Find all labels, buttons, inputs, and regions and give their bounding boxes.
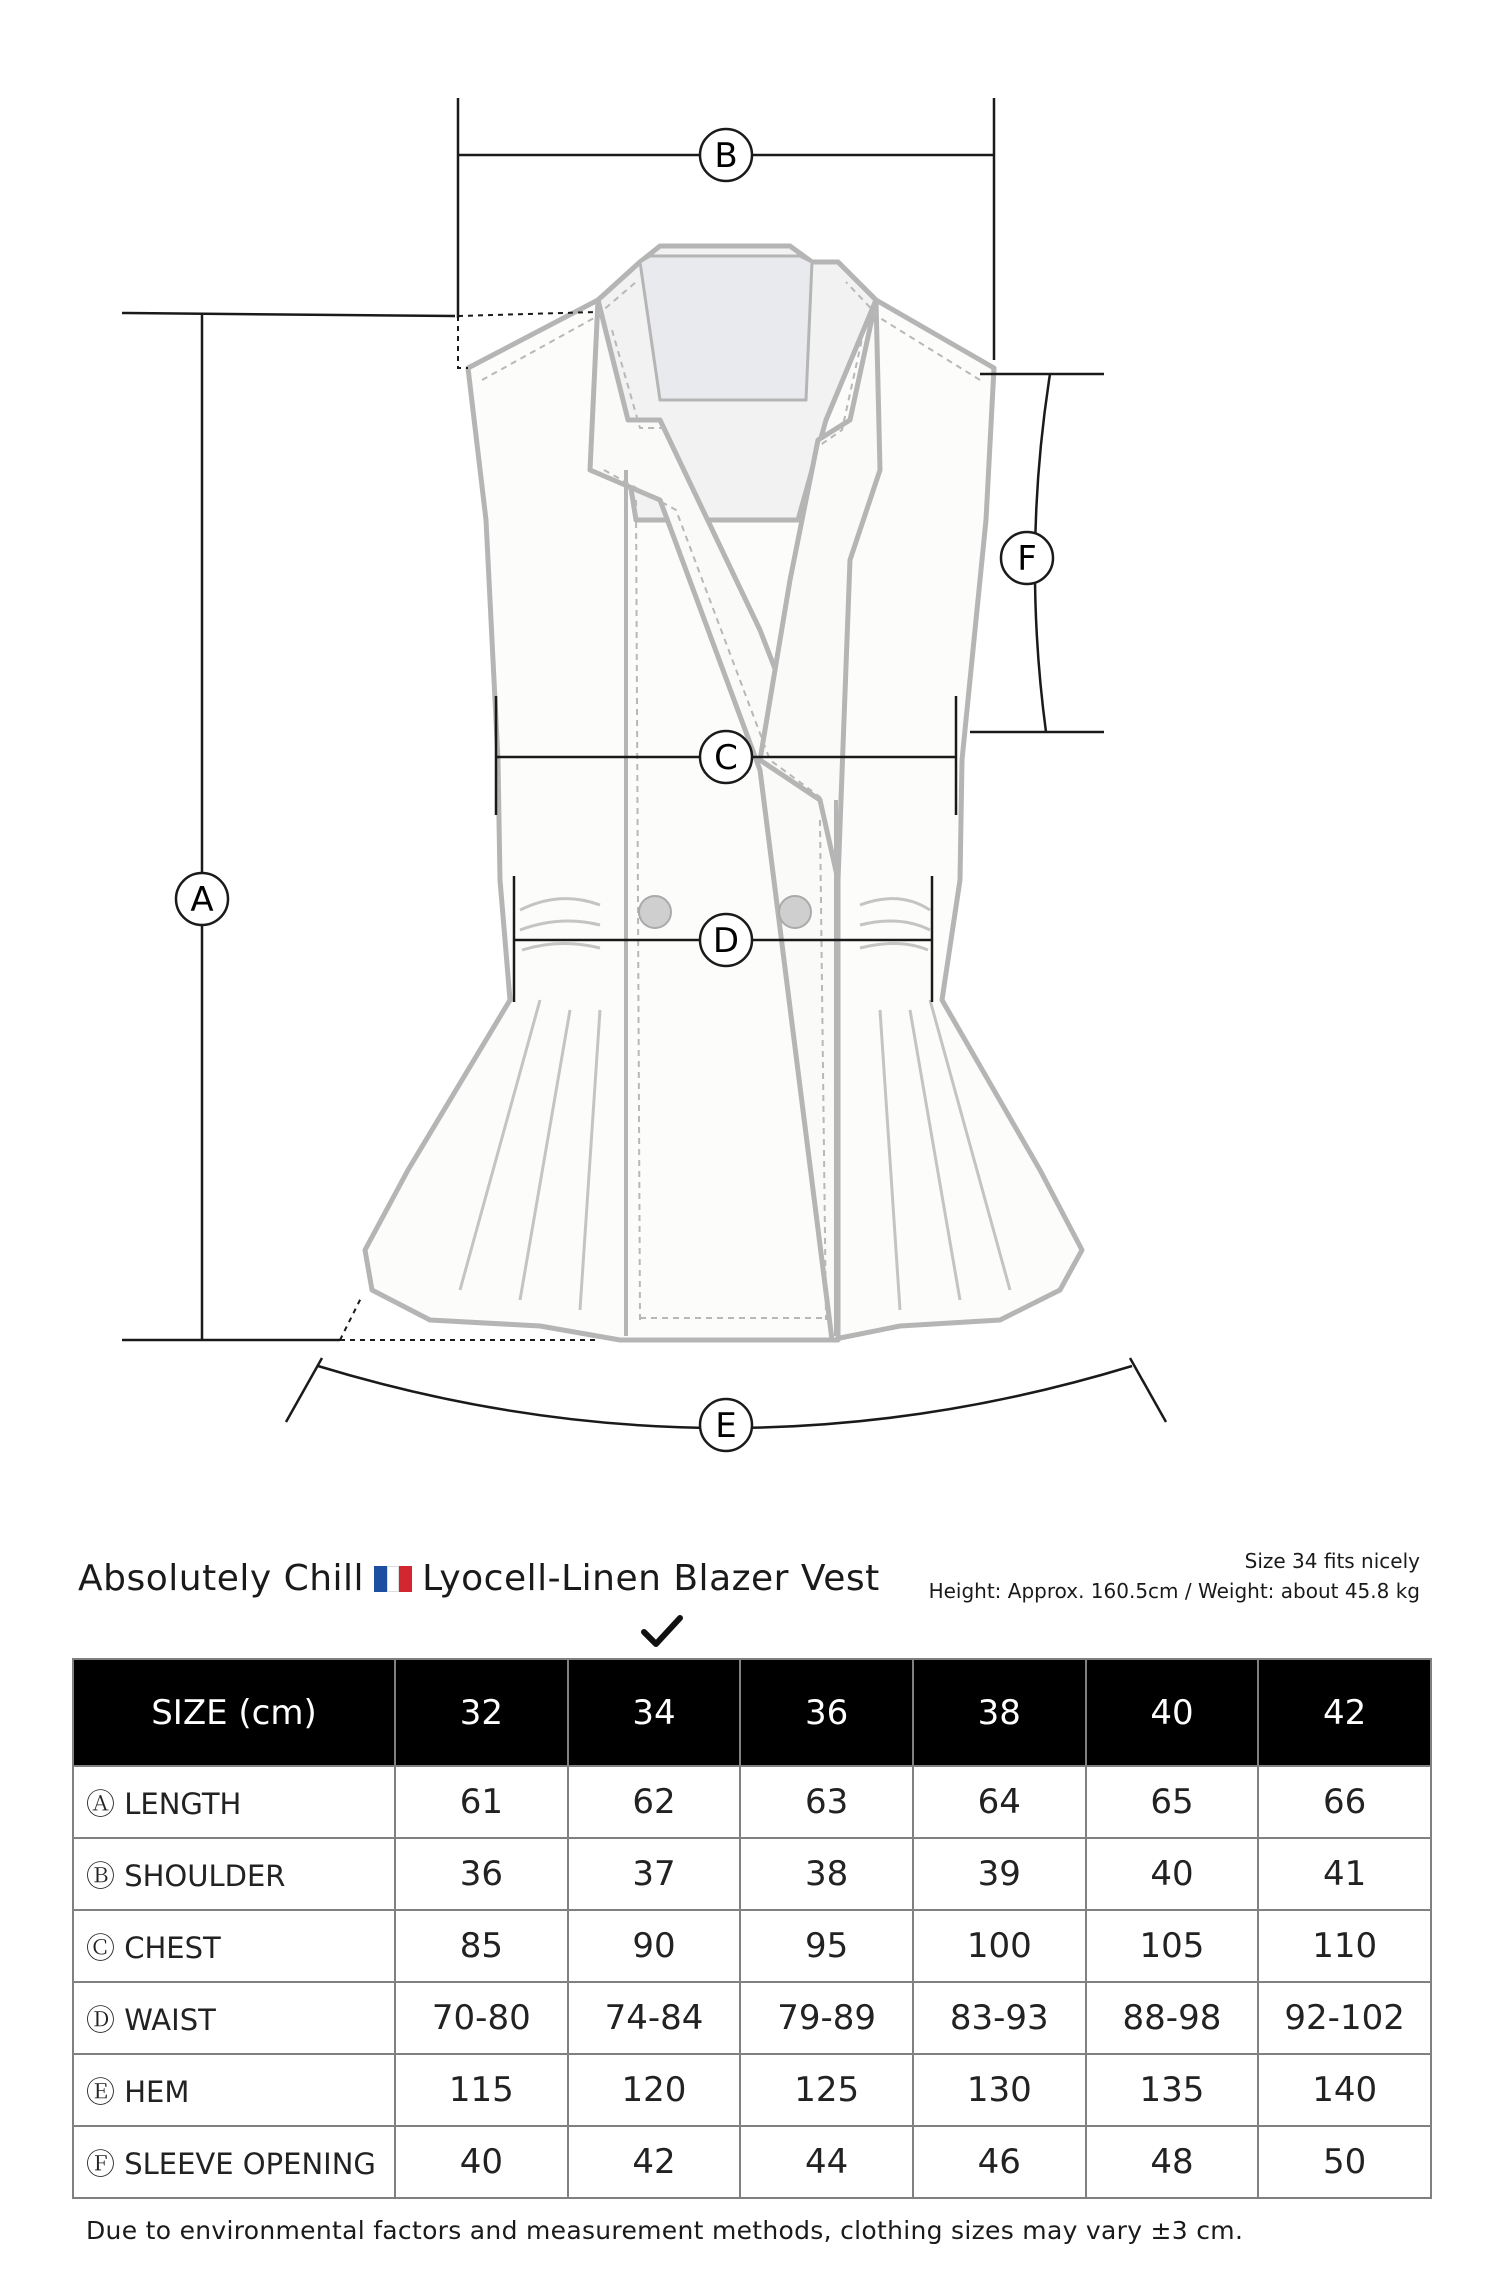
france-flag-icon [374, 1560, 412, 1586]
table-cell: 46 [913, 2126, 1086, 2198]
table-cell: 40 [395, 2126, 568, 2198]
marker-C [700, 731, 752, 783]
table-cell: 105 [1086, 1910, 1259, 1982]
table-cell: 125 [740, 2054, 913, 2126]
table-cell: 100 [913, 1910, 1086, 1982]
table-row [73, 1910, 1431, 1982]
svg-text:F: F [1017, 539, 1037, 579]
table-row [73, 2054, 1431, 2126]
table-cell: 85 [395, 1910, 568, 1982]
marker-E [700, 1399, 752, 1451]
table-cell: 140 [1258, 2054, 1431, 2126]
table-cell: 66 [1258, 1766, 1431, 1838]
table-row [73, 1838, 1431, 1910]
table-cell: 130 [913, 2054, 1086, 2126]
size-header-cell: 36 [740, 1659, 913, 1766]
table-cell: 65 [1086, 1766, 1259, 1838]
table-cell: 62 [568, 1766, 741, 1838]
table-cell: 48 [1086, 2126, 1259, 2198]
table-row [73, 2126, 1431, 2198]
row-label: Ⓐ LENGTH [73, 1766, 395, 1838]
table-cell: 36 [395, 1838, 568, 1910]
product-title-brand: Absolutely Chill [78, 1558, 365, 1599]
table-cell: 83-93 [913, 1982, 1086, 2054]
checkmark-icon [640, 1614, 684, 1650]
table-cell: 135 [1086, 2054, 1259, 2126]
table-cell: 120 [568, 2054, 741, 2126]
table-cell: 41 [1258, 1838, 1431, 1910]
svg-text:D: D [712, 921, 740, 961]
marker-A [176, 873, 228, 925]
table-cell: 42 [568, 2126, 741, 2198]
row-label: Ⓑ SHOULDER [73, 1838, 395, 1910]
svg-text:B: B [714, 136, 738, 176]
table-row [73, 1982, 1431, 2054]
product-title-name: Lyocell-Linen Blazer Vest [422, 1558, 880, 1599]
size-header-cell: SIZE (cm) [73, 1659, 395, 1766]
size-header-cell: 32 [395, 1659, 568, 1766]
table-cell: 115 [395, 2054, 568, 2126]
svg-text:A: A [190, 880, 214, 920]
table-row [73, 1766, 1431, 1838]
table-cell: 50 [1258, 2126, 1431, 2198]
size-header-cell: 40 [1086, 1659, 1259, 1766]
size-variance-note: Due to environmental factors and measurement methods, clothing sizes may vary ±3 cm. [86, 2216, 1244, 2245]
table-cell: 95 [740, 1910, 913, 1982]
marker-B [700, 129, 752, 181]
vest-illustration [365, 246, 1082, 1340]
size-header-cell: 42 [1258, 1659, 1431, 1766]
table-cell: 90 [568, 1910, 741, 1982]
table-cell: 79-89 [740, 1982, 913, 2054]
size-header-cell: 38 [913, 1659, 1086, 1766]
fit-model-stats: Height: Approx. 160.5cm / Weight: about 45.8 kg [928, 1579, 1420, 1603]
table-cell: 61 [395, 1766, 568, 1838]
table-cell: 44 [740, 2126, 913, 2198]
product-title [78, 1558, 880, 1599]
table-cell: 37 [568, 1838, 741, 1910]
marker-D [700, 914, 752, 966]
table-cell: 64 [913, 1766, 1086, 1838]
table-cell: 88-98 [1086, 1982, 1259, 2054]
table-cell: 63 [740, 1766, 913, 1838]
size-header-row [73, 1659, 1431, 1766]
svg-text:C: C [714, 738, 738, 778]
row-label: Ⓕ SLEEVE OPENING [73, 2126, 395, 2198]
size-chart-table [72, 1658, 1432, 2199]
row-label: Ⓓ WAIST [73, 1982, 395, 2054]
row-label: Ⓒ CHEST [73, 1910, 395, 1982]
fit-size-note: Size 34 fits nicely [1244, 1549, 1420, 1573]
size-header-cell: 34 [568, 1659, 741, 1766]
table-cell: 40 [1086, 1838, 1259, 1910]
marker-F [1001, 532, 1053, 584]
table-cell: 70-80 [395, 1982, 568, 2054]
table-cell: 110 [1258, 1910, 1431, 1982]
table-cell: 39 [913, 1838, 1086, 1910]
table-cell: 74-84 [568, 1982, 741, 2054]
table-cell: 92-102 [1258, 1982, 1431, 2054]
row-label: Ⓔ HEM [73, 2054, 395, 2126]
svg-text:E: E [715, 1406, 737, 1446]
fit-info [929, 1546, 1420, 1606]
table-cell: 38 [740, 1838, 913, 1910]
